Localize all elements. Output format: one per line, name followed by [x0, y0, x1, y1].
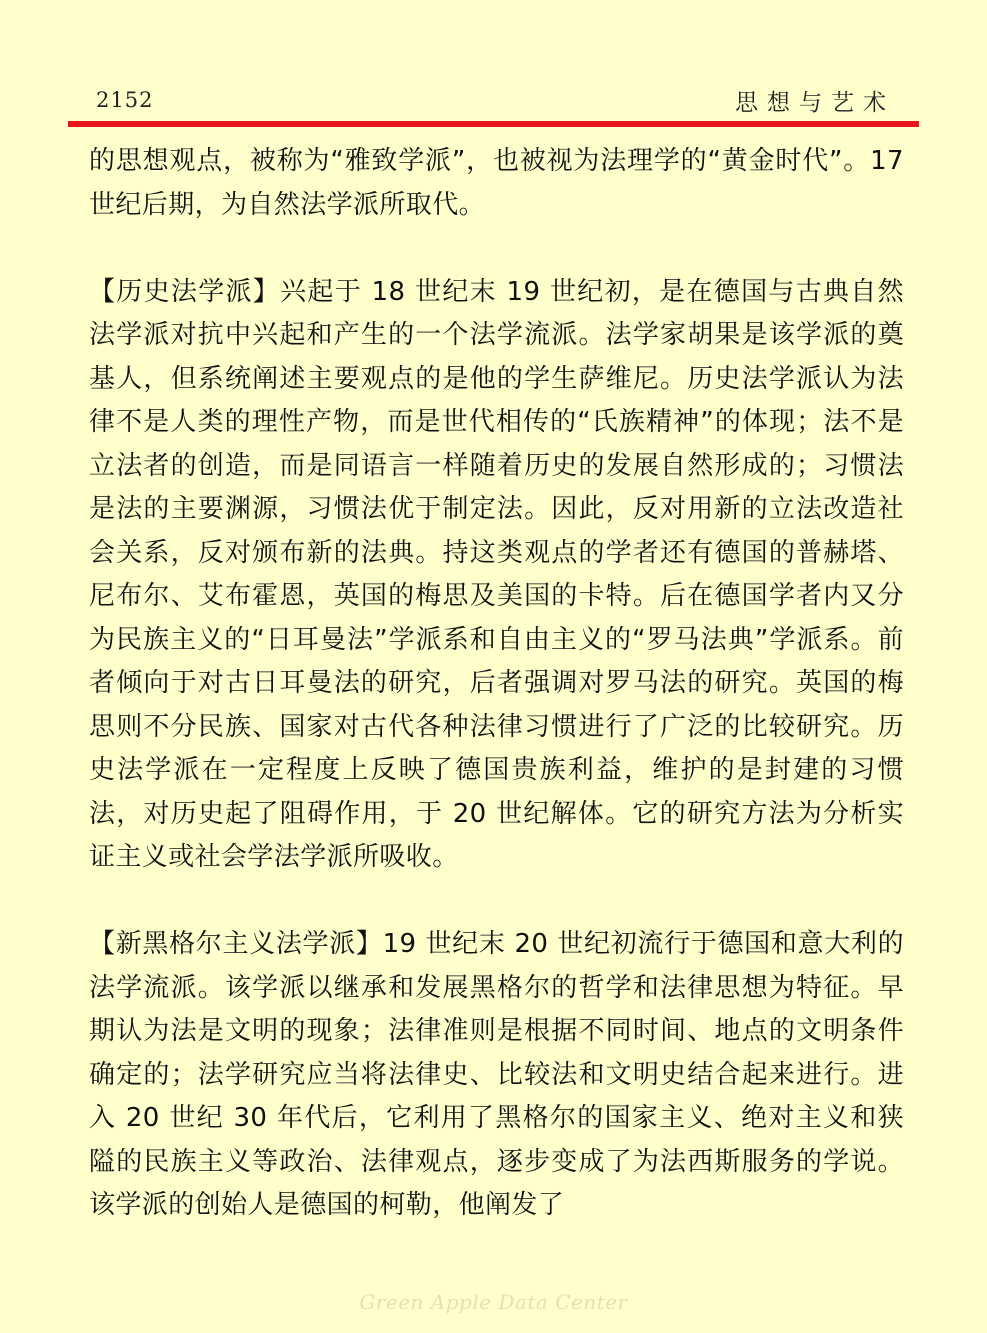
paragraph-text: 兴起于 18 世纪末 19 世纪初，是在德国与古典自然法学派对抗中兴起和产生的一个法学流派。法学家胡果是该学派的奠基人，但系统阐述主要观点的是他的学生萨维尼。历史法学派认为法律不是人类的理性产物，而是世代相传的“氏族精神”的体现；法不是立法者的创造，而是同语言一样随着历史的发展自然形成的；习惯法是法的主要渊源，习惯法优于制定法。因此，反对用新的立法改造社会关系，反对颁布新的法典。持这类观点的学者还有德国的普赫塔、尼布尔、艾布霍恩，英国的梅思及美国的卡特。后在德国学者内又分为民族主义的“日耳曼法”学派系和自由主义的“罗马法典”学派系。前者倾向于对古日耳曼法的研究，后者强调对罗马法的研究。英国的梅思则不分民族、国家对古代各种法律习惯进行了广泛的比较研究。历史法学派在一定程度上反映了德国贵族利益，维护的是封建的习惯法，对历史起了阻碍作用，于 20 世纪解体。它的研究方法为分析实证主义或社会学法学派所吸收。 — [89, 276, 904, 872]
paragraph-text: 的思想观点，被称为“雅致学派”，也被视为法理学的“黄金时代”。17 世纪后期，为自然法学派所取代。 — [89, 146, 904, 220]
page-number: 2152 — [96, 88, 154, 112]
paragraph-term: 【新黑格尔主义法学派】 — [89, 929, 383, 959]
paragraph-term: 【历史法学派】 — [89, 276, 281, 307]
paragraph-neo-hegelian-school — [89, 923, 904, 1228]
watermark: Green Apple Data Center — [359, 1290, 628, 1314]
page-header — [0, 0, 987, 130]
header-rule — [68, 121, 919, 127]
body-text — [89, 140, 904, 1228]
running-title: 思想与艺术 — [735, 90, 895, 116]
paragraph-text: 19 世纪末 20 世纪初流行于德国和意大利的法学流派。该学派以继承和发展黑格尔的哲学和法律思想为特征。早期认为法是文明的现象；法律准则是根据不同时间、地点的文明条件确定的；法学研究应当将法律史、比较法和文明史结合起来进行。进入 20 世纪 30 年代后，它利用了黑格尔的国家主义、绝对主义和狭隘的民族主义等政治、法律观点，逐步变成了为法西斯服务的学说。该学派的创始人是德国的柯勒，他阐发了 — [89, 929, 904, 1220]
paragraph-historical-school — [89, 271, 904, 880]
paragraph-continuation — [89, 140, 904, 227]
